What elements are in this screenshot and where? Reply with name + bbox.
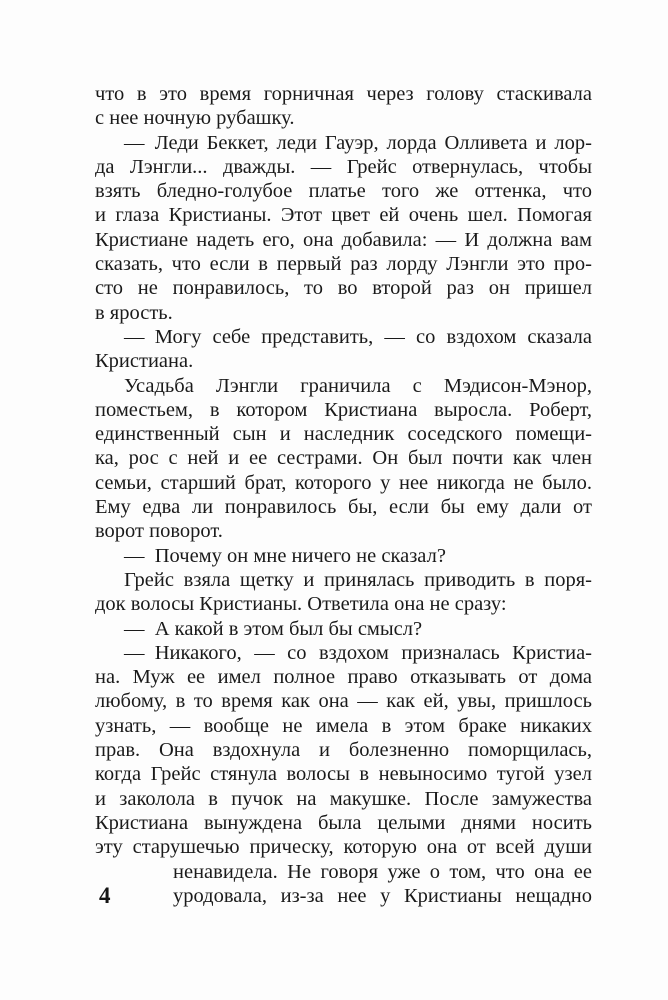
text-line: прав. Она вздохнула и болезненно поморщилась,: [95, 739, 592, 762]
text-line: Кристиане надеть его, она добавила: — И должна вам: [95, 228, 592, 251]
text-line: да Лэнгли... дважды. — Грейс отвернулась, чтобы: [95, 155, 592, 178]
text-line: что в это время горничная через голову стаскивала: [95, 83, 592, 105]
page-text-block: [95, 82, 592, 908]
text-line: уродовала, из-за нее у Кристианы нещадно: [173, 884, 592, 907]
text-line: Кристиана вынуждена была целыми днями носить: [95, 811, 592, 834]
text-line: поместьем, в котором Кристиана выросла. Роберт,: [95, 398, 592, 421]
text-line: и глаза Кристианы. Этот цвет ей очень шел. Помогая: [95, 204, 592, 227]
text-line: единственный сын и наследник соседского помещи-: [95, 423, 592, 446]
text-line: в ярость.: [95, 301, 173, 324]
text-line: ворот поворот.: [95, 520, 223, 543]
text-line: любому, в то время как она — как ей, увы, пришлось: [95, 690, 592, 713]
text-line: узнать, — вообще не имела в этом браке никаких: [95, 714, 592, 737]
text-line: ненавидела. Не говоря уже о том, что она ее: [173, 860, 592, 883]
text-line: эту старушечью прическу, которую она от всей души: [95, 836, 592, 859]
text-line: — А какой в этом был бы смысл?: [124, 617, 423, 640]
text-line: Кристиана.: [95, 350, 194, 373]
text-line: с нее ночную рубашку.: [95, 107, 295, 130]
text-line: взять бледно-голубое платье того же оттенка, что: [95, 180, 592, 203]
text-line: док волосы Кристианы. Ответила она не сразу:: [95, 593, 507, 616]
text-line: ка, рос с ней и ее сестрами. Он был почти как член: [95, 447, 592, 470]
page-number: 4: [99, 883, 111, 908]
text-line: — Леди Беккет, леди Гауэр, лорда Олливета и лор-: [124, 131, 592, 154]
text-line: Ему едва ли понравилось бы, если бы ему дали от: [95, 496, 592, 519]
text-line: Усадьба Лэнгли граничила с Мэдисон-Мэнор,: [124, 374, 592, 397]
text-line: сказать, что если в первый раз лорду Лэнгли это про-: [95, 253, 592, 276]
text-line: семьи, старший брат, которого у нее никогда не было.: [95, 471, 592, 494]
text-line: — Почему он мне ничего не сказал?: [124, 544, 446, 567]
text-line: когда Грейс стянула волосы в невыносимо тугой узел: [95, 763, 592, 786]
text-line: Грейс взяла щетку и принялась приводить в поря-: [124, 568, 592, 591]
text-line: на. Муж ее имел полное право отказывать от дома: [95, 666, 592, 689]
text-line: и заколола в пучок на макушке. После замужества: [95, 787, 592, 810]
text-line: — Никакого, — со вздохом призналась Кристиа-: [124, 641, 592, 664]
text-line: сто не понравилось, то во второй раз он пришел: [95, 277, 592, 300]
text-line: — Могу себе представить, — со вздохом сказала: [124, 325, 592, 348]
